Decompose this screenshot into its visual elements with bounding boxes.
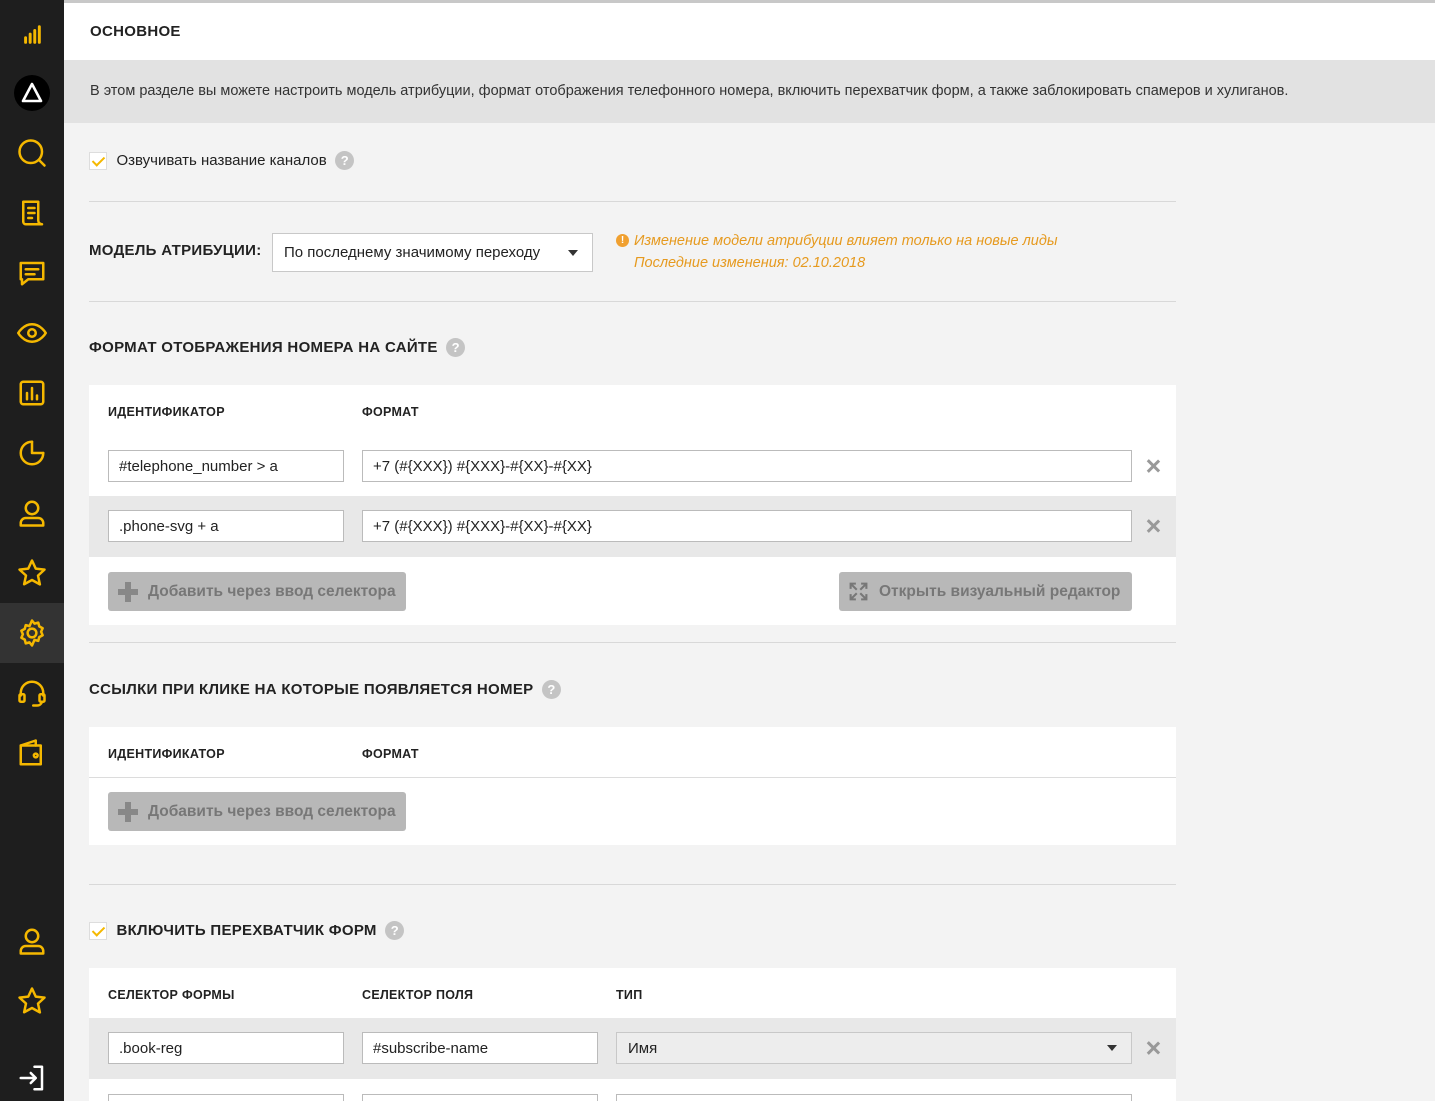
form-interceptor-label: ВКЛЮЧИТЬ ПЕРЕХВАТЧИК ФОРМ bbox=[116, 922, 377, 939]
col-field-selector: СЕЛЕКТОР ПОЛЯ bbox=[362, 988, 474, 1002]
nav-users[interactable] bbox=[0, 483, 64, 543]
add-link-selector-label: Добавить через ввод селектора bbox=[148, 802, 396, 820]
table-row bbox=[89, 1079, 1176, 1101]
report-icon bbox=[17, 378, 47, 408]
add-selector-button[interactable] bbox=[108, 572, 406, 611]
logout-icon bbox=[17, 1063, 47, 1093]
add-link-selector-button[interactable] bbox=[108, 792, 406, 831]
search-icon bbox=[17, 138, 47, 168]
type-select[interactable] bbox=[616, 1094, 1132, 1101]
add-selector-label: Добавить через ввод селектора bbox=[148, 582, 396, 600]
logo-icon bbox=[14, 75, 50, 111]
info-band bbox=[64, 60, 1435, 123]
voice-channels-help-icon[interactable]: ? bbox=[335, 151, 354, 170]
divider bbox=[89, 884, 1176, 885]
eye-icon bbox=[17, 318, 47, 348]
nav-billing[interactable] bbox=[0, 723, 64, 783]
number-format-heading bbox=[89, 338, 465, 357]
identifier-input[interactable]: #telephone_number > a bbox=[108, 450, 344, 482]
format-input[interactable]: +7 (#{XXX}) #{XXX}-#{XX}-#{XX} bbox=[362, 450, 1132, 482]
col-identifier: ИДЕНТИФИКАТОР bbox=[108, 747, 225, 761]
visual-editor-button[interactable] bbox=[839, 572, 1132, 611]
click-links-card bbox=[89, 727, 1176, 845]
nav-visits[interactable] bbox=[0, 303, 64, 363]
pie-chart-icon bbox=[17, 438, 47, 468]
form-interceptor-heading bbox=[89, 921, 404, 940]
gear-icon bbox=[17, 618, 47, 648]
star-icon bbox=[17, 558, 47, 588]
click-links-title: ССЫЛКИ ПРИ КЛИКЕ НА КОТОРЫЕ ПОЯВЛЯЕТСЯ НОМЕР bbox=[89, 681, 534, 698]
col-type: ТИП bbox=[616, 988, 643, 1002]
nav-settings[interactable] bbox=[0, 603, 64, 663]
divider bbox=[89, 201, 1176, 202]
voice-channels-checkbox[interactable] bbox=[89, 152, 107, 170]
info-text: В этом разделе вы можете настроить модель атрибуции, формат отображения телефонного номера, включить перехватчик форм, а также заблокировать спамеров и хулиганов. bbox=[90, 83, 1289, 99]
visual-editor-label: Открыть визуальный редактор bbox=[879, 582, 1121, 600]
plus-icon bbox=[118, 582, 138, 602]
form-interceptor-help-icon[interactable]: ? bbox=[385, 921, 404, 940]
attribution-select[interactable] bbox=[272, 233, 593, 272]
chat-icon bbox=[17, 258, 47, 288]
voice-channels-row bbox=[89, 151, 354, 170]
number-format-title: ФОРМАТ ОТОБРАЖЕНИЯ НОМЕРА НА САЙТЕ bbox=[89, 339, 438, 356]
expand-icon bbox=[848, 581, 869, 602]
table-row bbox=[89, 1018, 1176, 1079]
format-input[interactable]: +7 (#{XXX}) #{XXX}-#{XX}-#{XX} bbox=[362, 510, 1132, 542]
number-format-help-icon[interactable]: ? bbox=[446, 338, 465, 357]
nav-profile[interactable] bbox=[0, 911, 64, 971]
type-select-value: Имя bbox=[628, 1039, 658, 1057]
col-identifier: ИДЕНТИФИКАТОР bbox=[108, 405, 225, 419]
page-title: ОСНОВНОЕ bbox=[90, 23, 181, 40]
nav-logo[interactable] bbox=[0, 63, 64, 123]
table-row bbox=[89, 435, 1176, 496]
row-divider bbox=[89, 777, 1176, 778]
nav-chat[interactable] bbox=[0, 243, 64, 303]
attribution-warning bbox=[620, 230, 1058, 274]
attribution-select-value: По последнему значимому переходу bbox=[284, 244, 541, 261]
nav-support[interactable] bbox=[0, 663, 64, 723]
number-format-card bbox=[89, 385, 1176, 625]
nav-rate[interactable] bbox=[0, 971, 64, 1031]
col-format: ФОРМАТ bbox=[362, 405, 419, 419]
attribution-warning-line1: Изменение модели атрибуции влияет только на новые лиды bbox=[634, 233, 1058, 249]
type-select[interactable] bbox=[616, 1032, 1132, 1064]
chevron-down-icon bbox=[568, 250, 578, 256]
nav-analytics[interactable] bbox=[0, 5, 64, 65]
attribution-label: МОДЕЛЬ АТРИБУЦИИ: bbox=[89, 242, 262, 259]
chevron-down-icon bbox=[1107, 1045, 1117, 1051]
divider bbox=[89, 301, 1176, 302]
nav-documents[interactable] bbox=[0, 183, 64, 243]
top-bar bbox=[64, 0, 1435, 60]
col-format: ФОРМАТ bbox=[362, 747, 419, 761]
close-icon[interactable] bbox=[1145, 518, 1161, 534]
field-selector-input[interactable] bbox=[362, 1094, 598, 1101]
analytics-icon bbox=[21, 24, 43, 46]
divider bbox=[89, 642, 1176, 643]
nav-logout[interactable] bbox=[0, 1048, 64, 1101]
voice-channels-label: Озвучивать название каналов bbox=[116, 152, 327, 169]
attribution-warning-line2: Последние изменения: 02.10.2018 bbox=[634, 255, 866, 271]
click-links-help-icon[interactable]: ? bbox=[542, 680, 561, 699]
identifier-input[interactable]: .phone-svg + a bbox=[108, 510, 344, 542]
plus-icon bbox=[118, 802, 138, 822]
user-bottom-icon bbox=[17, 926, 47, 956]
wallet-icon bbox=[17, 738, 47, 768]
click-links-heading bbox=[89, 680, 561, 699]
headset-icon bbox=[17, 678, 47, 708]
form-selector-input[interactable]: .book-reg bbox=[108, 1032, 344, 1064]
warning-icon: ! bbox=[616, 234, 629, 247]
nav-favorites[interactable] bbox=[0, 543, 64, 603]
star-bottom-icon bbox=[17, 986, 47, 1016]
field-selector-input[interactable]: #subscribe-name bbox=[362, 1032, 598, 1064]
close-icon[interactable] bbox=[1145, 458, 1161, 474]
nav-stats[interactable] bbox=[0, 423, 64, 483]
document-icon bbox=[17, 198, 47, 228]
nav-search[interactable] bbox=[0, 123, 64, 183]
user-icon bbox=[17, 498, 47, 528]
col-form-selector: СЕЛЕКТОР ФОРМЫ bbox=[108, 988, 235, 1002]
form-interceptor-checkbox[interactable] bbox=[89, 922, 107, 940]
close-icon[interactable] bbox=[1145, 1040, 1161, 1056]
table-row bbox=[89, 496, 1176, 557]
form-selector-input[interactable] bbox=[108, 1094, 344, 1101]
sidebar bbox=[0, 0, 64, 1101]
form-interceptor-card bbox=[89, 968, 1176, 1101]
nav-reports[interactable] bbox=[0, 363, 64, 423]
